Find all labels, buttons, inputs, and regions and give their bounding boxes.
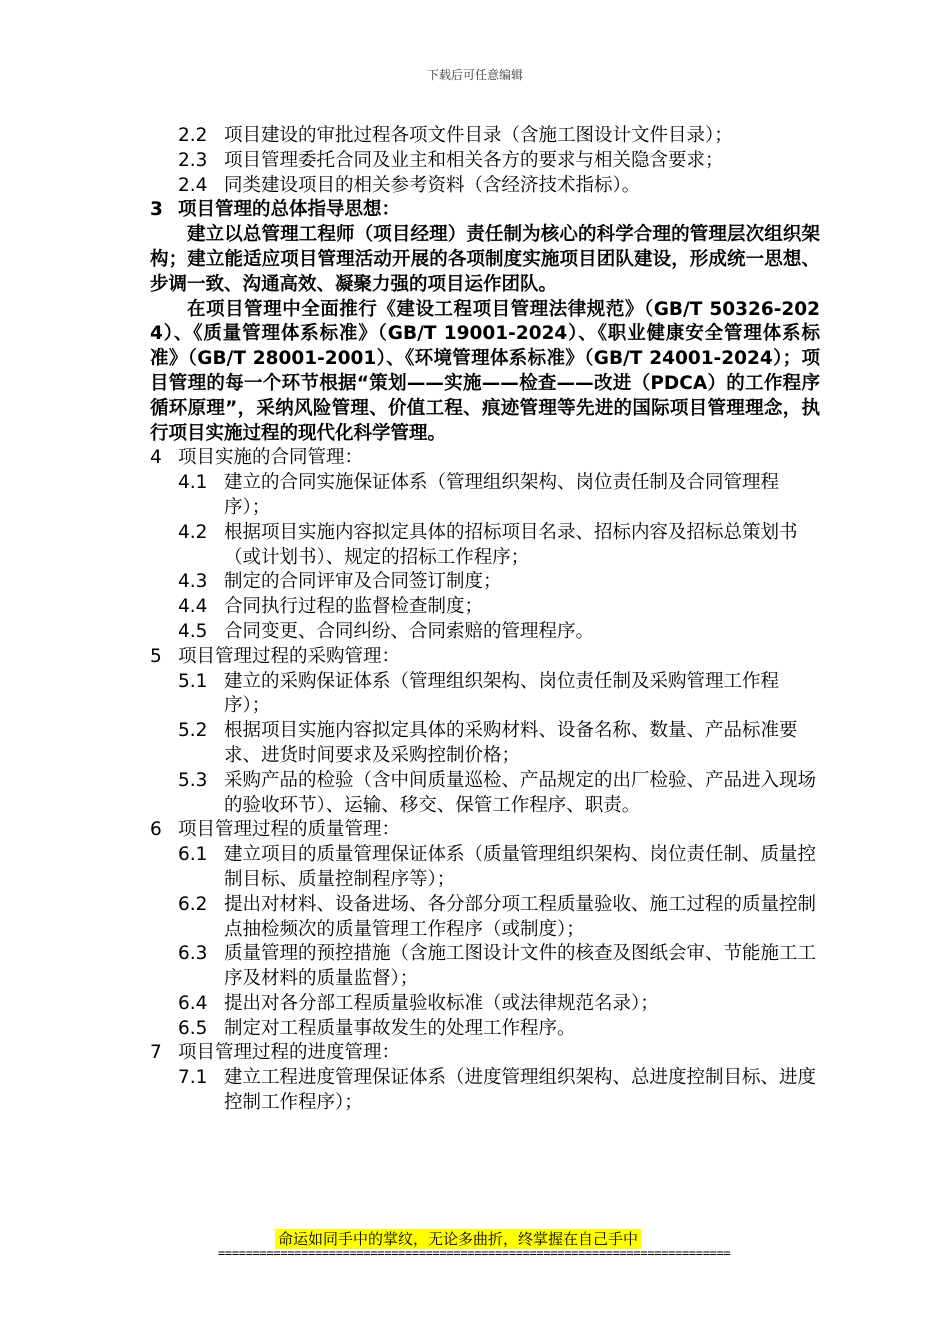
- footer-motto: 命运如同手中的掌纹，无论多曲折，终掌握在自己手中: [275, 1229, 641, 1249]
- section-text: 根据项目实施内容拟定具体的招标项目名录、招标内容及招标总策划书（或计划书）、规定的招标工作程序；: [224, 521, 798, 568]
- section-s6-1: [178, 843, 820, 893]
- section-number: 3: [150, 199, 163, 221]
- section-s4-3: [178, 570, 820, 595]
- section-text: 项目管理委托合同及业主和相关各方的要求与相关隐含要求；: [224, 149, 724, 171]
- paragraph-p3-1: 建立以总管理工程师（项目经理）责任制为核心的科学合理的管理层次组织架构；建立能适应项目管理活动开展的各项制度实施项目团队建设，形成统一思想、步调一致、沟通高效、凝聚力强的项目运作团队。: [150, 224, 820, 295]
- section-text: 建立的合同实施保证体系（管理组织架构、岗位责任制及合同管理程序）；: [224, 472, 780, 518]
- document-body: [150, 124, 820, 1116]
- section-text: 建立的采购保证体系（管理组织架构、岗位责任制及采购管理工作程序）；: [224, 670, 780, 717]
- section-s6-4: [178, 992, 820, 1017]
- paragraph-p3-2: 在项目管理中全面推行《建设工程项目管理法律规范》（GB/T 50326-2024）、《质量管理体系标准》（GB/T 19001-2024）、《职业健康安全管理体系标准》（GB/T 28001-2001）、《环境管理体系标准》（GB/T 24001-2024）；项目管理的每一个环节根据“策划——实施——检查——改进（PDCA）的工作程序循环原理”，采纳风险管理、价值工程、痕迹管理等先进的国际项目管理理念，执行项目实施过程的现代化科学管理。: [150, 298, 820, 444]
- section-number: 4.4: [178, 596, 208, 618]
- page-header: 下载后可任意编辑: [426, 68, 523, 82]
- section-s4-1: [178, 471, 820, 521]
- section-s7: [150, 1041, 820, 1066]
- section-text: 建立项目的质量管理保证体系（质量管理组织架构、岗位责任制、质量控制目标、质量控制程序等）；: [224, 844, 817, 890]
- section-text: 项目建设的审批过程各项文件目录（含施工图设计文件目录）；: [224, 125, 733, 146]
- section-s2-3: [178, 149, 820, 174]
- footer-rule: ==========================================================================: [218, 1246, 731, 1260]
- section-number: 6: [150, 819, 162, 841]
- section-number: 7.1: [178, 1067, 208, 1089]
- section-number: 2.2: [178, 125, 208, 146]
- section-number: 2.3: [178, 149, 208, 171]
- section-text: 制定对工程质量事故发生的处理工作程序。: [224, 1017, 576, 1039]
- section-s3: [150, 198, 820, 223]
- section-s2-4: [178, 174, 820, 199]
- section-s5-1: [178, 670, 820, 720]
- section-number: 4: [150, 447, 162, 469]
- section-s6-5: [178, 1017, 820, 1042]
- section-number: 7: [150, 1042, 162, 1064]
- section-s4-5: [178, 620, 820, 645]
- section-s6-2: [178, 893, 820, 943]
- section-number: 5.3: [178, 769, 208, 791]
- section-s6-3: [178, 942, 820, 992]
- section-text: 提出对各分部工程质量验收标准（或法律规范名录）；: [224, 992, 659, 1014]
- section-text: 合同变更、合同纠纷、合同索赔的管理程序。: [224, 620, 595, 642]
- section-text: 项目实施的合同管理：: [178, 447, 364, 469]
- section-text: 同类建设项目的相关参考资料（含经济技术指标）。: [224, 174, 641, 196]
- section-number: 6.5: [178, 1017, 208, 1039]
- section-text: 项目管理过程的进度管理：: [178, 1042, 401, 1064]
- section-s5-2: [178, 719, 820, 769]
- section-number: 4.2: [178, 521, 208, 543]
- section-number: 6.4: [178, 992, 208, 1014]
- section-s5: [150, 645, 820, 670]
- section-s2-2: [178, 124, 820, 149]
- section-number: 4.3: [178, 571, 208, 593]
- section-s4: [150, 446, 820, 471]
- section-text: 制定的合同评审及合同签订制度；: [224, 571, 502, 593]
- section-s7-1: [178, 1066, 820, 1116]
- section-text: 合同执行过程的监督检查制度；: [224, 596, 484, 618]
- section-text: 根据项目实施内容拟定具体的采购材料、设备名称、数量、产品标准要求、进货时间要求及采购控制价格；: [224, 720, 798, 766]
- section-s6: [150, 818, 820, 843]
- section-text: 项目管理过程的质量管理：: [178, 819, 401, 841]
- section-s5-3: [178, 769, 820, 819]
- section-number: 5.2: [178, 720, 208, 742]
- section-number: 2.4: [178, 174, 208, 196]
- section-number: 6.2: [178, 893, 208, 915]
- section-number: 6.3: [178, 943, 208, 965]
- section-text: 质量管理的预控措施（含施工图设计文件的核查及图纸会审、节能施工工序及材料的质量监督）；: [224, 943, 817, 990]
- section-number: 5: [150, 645, 162, 667]
- section-text: 项目管理过程的采购管理：: [178, 645, 401, 667]
- section-number: 4.5: [178, 620, 208, 642]
- section-number: 6.1: [178, 844, 208, 866]
- section-s4-4: [178, 595, 820, 620]
- section-text: 提出对材料、设备进场、各分部分项工程质量验收、施工过程的质量控制点抽检频次的质量管理工作程序（或制度）；: [224, 893, 817, 940]
- section-text: 建立工程进度管理保证体系（进度管理组织架构、总进度控制目标、进度控制工作程序）；: [224, 1067, 817, 1114]
- section-number: 5.1: [178, 670, 208, 692]
- section-s4-2: [178, 521, 820, 571]
- section-text: 项目管理的总体指导思想：: [178, 199, 401, 221]
- section-text: 采购产品的检验（含中间质量巡检、产品规定的出厂检验、产品进入现场的验收环节）、运输、移交、保管工作程序、职责。: [224, 769, 817, 816]
- section-number: 4.1: [178, 472, 208, 494]
